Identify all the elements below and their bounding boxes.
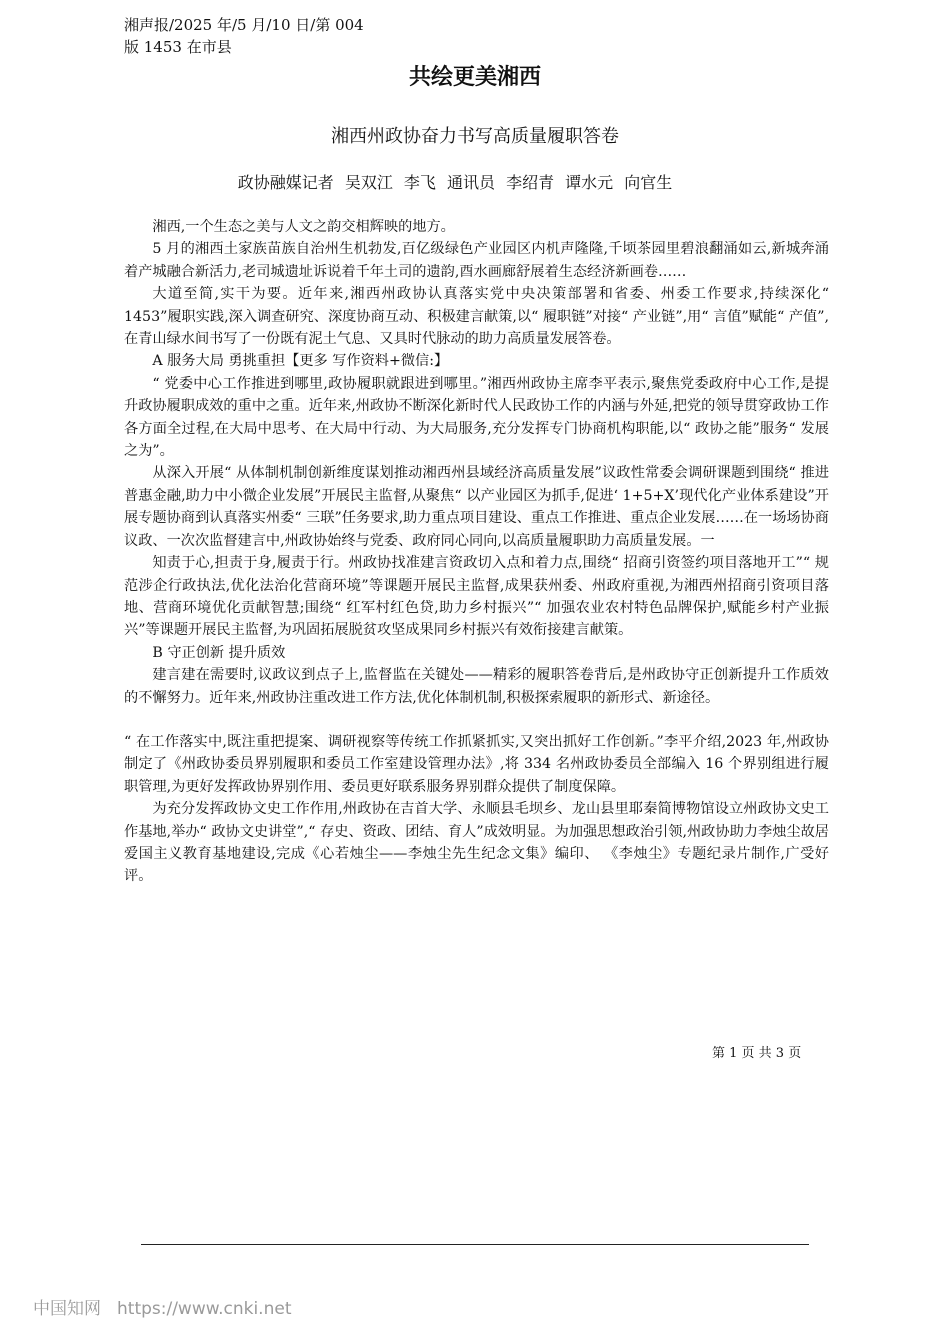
watermark-brand: 中国知网	[33, 1299, 101, 1319]
watermark-url: https://www.cnki.net	[117, 1299, 292, 1319]
paragraph: “ 在工作落实中,既注重把提案、调研视察等传统工作抓紧抓实,又突出抓好工作创新。”李平介绍,2023 年,州政协制定了《州政协委员界别履职和委员工作室建设管理办法》,将 334 名州政协委员全部编入 16 个界别组进行履职管理,为更好发挥政协界别作用、委员更好联系服务界别群众提供了制度保障。	[124, 733, 829, 795]
section-heading-a: A 服务大局 勇挑重担【更多 写作资料+微信:】	[152, 353, 449, 370]
section-heading-b: B 守正创新 提升质效	[152, 644, 286, 661]
paragraph: 湘西,一个生态之美与人文之韵交相辉映的地方。	[152, 219, 455, 235]
meta-line-2: 版 1453 在市县	[124, 38, 232, 56]
paragraph: 建言建在需要时,议政议到点子上,监督监在关键处——精彩的履职答卷背后,是州政协守正创新提升工作质效的不懈努力。近年来,州政协注重改进工作方法,优化体制机制,积极探索履职的新形式、新途径。	[124, 667, 829, 706]
publication-meta	[124, 14, 364, 58]
meta-line-1: 湘声报/2025 年/5 月/10 日/第 004	[124, 16, 364, 34]
article-title: 共绘更美湘西	[408, 65, 541, 90]
footer-divider	[141, 1244, 809, 1245]
paragraph: 为充分发挥政协文史工作作用,州政协在吉首大学、永顺县毛坝乡、龙山县里耶秦简博物馆设立州政协文史工作基地,举办“ 政协文史讲堂”,“ 存史、资政、团结、育人”成效明显。为加强思想政治引领,州政协助力李烛尘故居爱国主义教育基地建设,完成《心若烛尘——李烛尘先生纪念文集》编印、 《李烛尘》专题纪录片制作,广受好评。	[124, 801, 829, 885]
paragraph: 知责于心,担责于身,履责于行。州政协找准建言资政切入点和着力点,围绕“ 招商引资签约项目落地开工”“ 规范涉企行政执法,优化法治化营商环境”等课题开展民主监督,成果获州委、州政府重视,为湘西州招商引资项目落地、营商环境优化贡献智慧;围绕“ 红军村红色贷,助力乡村振兴”“ 加强农业农村特色品牌保护,赋能乡村产业振兴”等课题开展民主监督,为巩固拓展脱贫攻坚成果同乡村振兴有效衔接建言献策。	[124, 555, 829, 639]
paragraph: 从深入开展“ 从体制机制创新维度谋划推动湘西州县域经济高质量发展”议政性常委会调研课题到围绕“ 推进普惠金融,助力中小微企业发展”开展民主监督,从聚焦“ 以产业园区为抓手,促进‘ 1+5+X’现代化产业体系建设”开展专题协商到认真落实州委“ 三联”任务要求,助力重点项目建设、重点工作推进、重点企业发展……在一场场协商议政、一次次监督建言中,州政协始终与党委、政府同心同向,以高质量履职助力高质量发展。一	[124, 465, 829, 549]
paragraph: 5 月的湘西土家族苗族自治州生机勃发,百亿级绿色产业园区内机声隆隆,千顷茶园里碧浪翻涌如云,新城奔涌着产城融合新活力,老司城遗址诉说着千年土司的遗韵,酉水画廊舒展着生态经济新画卷……	[124, 241, 829, 280]
paragraph: 大道至简,实干为要。近年来,湘西州政协认真落实党中央决策部署和省委、州委工作要求,持续深化“ 1453”履职实践,深入调查研究、深度协商互动、积极建言献策,以“ 履职链”对接“ 产业链”,用“ 言值”赋能“ 产值”,在青山绿水间书写了一份既有泥土气息、又具时代脉动的助力高质量发展答卷。	[124, 286, 829, 348]
paragraph: “ 党委中心工作推进到哪里,政协履职就跟进到哪里。”湘西州政协主席李平表示,聚焦党委政府中心工作,是提升政协履职成效的重中之重。近年来,州政协不断深化新时代人民政协工作的内涵与外延,把党的领导贯穿政协工作各方面全过程,在大局中思考、在大局中行动、为大局服务,充分发挥专门协商机构职能,以“ 政协之能”服务“ 发展之为”。	[124, 375, 829, 460]
article-byline: 政协融媒记者 吴双江 李飞 通讯员 李绍青 谭水元 向官生	[237, 173, 673, 192]
article-subtitle: 湘西州政协奋力书写高质量履职答卷	[331, 126, 619, 147]
page-number: 第 1 页 共 3 页	[712, 1046, 802, 1061]
article-body	[124, 216, 829, 888]
cnki-watermark	[33, 1294, 307, 1319]
